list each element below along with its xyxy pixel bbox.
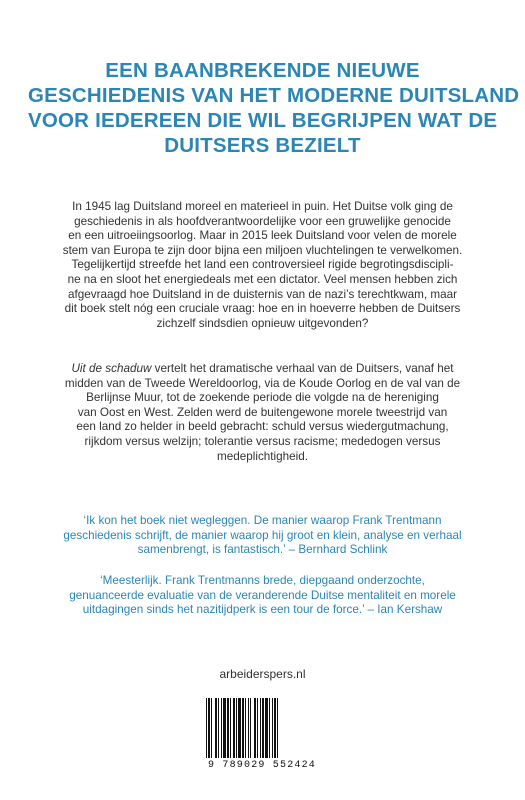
headline	[28, 58, 520, 158]
barcode-bar	[236, 698, 237, 758]
blurb-line-rest: vertelt het dramatische verhaal van de Duitsers, vanaf het	[151, 362, 454, 375]
barcode-bar	[277, 698, 278, 758]
isbn-number: 9 789029 552424	[207, 760, 316, 771]
quote-schlink	[46, 514, 479, 558]
quote-line: genuanceerde evaluatie van de veranderende Duitse mentaliteit en morele	[69, 588, 456, 602]
barcode-bars	[198, 696, 326, 760]
blurb-line: stem van Europa te zijn door bijna een miljoen vluchtelingen te verwelkomen.	[62, 243, 463, 257]
headline-line: DUITSERS BEZIELT	[164, 134, 361, 157]
quote-line: ‘Meesterlijk. Frank Trentmanns brede, diepgaand onderzochte,	[100, 574, 425, 587]
barcode-bar	[230, 698, 231, 758]
barcode-bar	[250, 698, 251, 758]
blurb-line: afgevraagd hoe Duitsland in de duisternis van de nazi’s terechtkwam, maar	[68, 287, 457, 301]
blurb-line: een land zo helder in beeld gebracht: schuld versus wiedergutmachung,	[76, 420, 449, 434]
blurb-line: van Oost en West. Zelden werd de buitengewone morele tweestrijd van	[77, 405, 448, 419]
barcode-bar	[238, 698, 241, 758]
headline-line: VOOR IEDEREEN DIE WIL BEGRIJPEN WAT DE	[28, 109, 498, 132]
blurb-line: Berlijnse Muur, tot de zoekende periode die volgde na de hereniging	[86, 391, 439, 405]
quote-line: uitdagingen sinds het nazitijdperk is een tour de force.’ – Ian Kershaw	[82, 603, 443, 617]
barcode-bar	[254, 698, 256, 758]
barcode-bar	[227, 698, 229, 758]
barcode-bar	[274, 698, 276, 758]
blurb-line: Tegelijkertijd streefde het land een controversieel rigide begrotingsdiscipli-	[71, 258, 454, 272]
quote-line: geschiedenis schrijft, de manier waarop hij groot en klein, analyse en verhaal	[63, 528, 462, 542]
book-title-italic: Uit de schaduw	[71, 362, 152, 375]
blurb-line: ne na en sloot het energiedeals met een dictator. Veel mensen hebben zich	[67, 272, 458, 286]
blurb-line: zichzelf sindsdien opnieuw uitgevonden?	[156, 316, 369, 330]
barcode-bar	[221, 698, 222, 758]
barcode-bar	[265, 698, 268, 758]
blurb-line: geschiedenis in als hoofdverantwoordelijke voor een gruwelijke genocide	[74, 214, 451, 228]
barcode-bar	[233, 698, 235, 758]
isbn-barcode	[198, 696, 326, 774]
blurb-line: dit boek stelt nóg een cruciale vraag: hoe en in hoeverre hebben de Duitsers	[64, 302, 461, 316]
publisher-url: arbeiderspers.nl	[219, 667, 306, 681]
barcode-bar	[257, 698, 258, 758]
barcode-bar	[262, 698, 264, 758]
barcode-bar	[223, 698, 226, 758]
blurb-line: midden van de Tweede Wereldoorlog, via de Koude Oorlog en de val van de	[64, 376, 461, 390]
quote-line: samenbrengt, is fantastisch.’ – Bernhard Schlink	[137, 543, 388, 557]
blurb-line: In 1945 lag Duitsland moreel en materieel in puin. Het Duitse volk ging de	[72, 200, 453, 213]
blurb-line: en een uitroeiingsoorlog. Maar in 2015 leek Duitsland voor velen de morele	[68, 229, 457, 243]
barcode-bar	[211, 698, 212, 758]
quote-line: ‘Ik kon het boek niet wegleggen. De manier waarop Frank Trentmann	[83, 514, 442, 527]
barcode-bar	[215, 698, 217, 758]
barcode-bar	[269, 698, 270, 758]
headline-line: GESCHIEDENIS VAN HET MODERNE DUITSLAND	[28, 84, 520, 107]
barcode-bar	[245, 698, 246, 758]
barcode-bar	[218, 698, 219, 758]
quote-kershaw	[46, 574, 479, 618]
blurb-line: rijkdom versus welzijn; tolerantie versus racisme; mededogen versus	[84, 434, 441, 448]
blurb-line: medeplichtigheid.	[217, 449, 308, 463]
blurb-paragraph-1	[46, 200, 479, 331]
barcode-bar	[272, 698, 273, 758]
headline-line: EEN BAANBREKENDE NIEUWE	[105, 59, 420, 82]
barcode-bar	[242, 698, 244, 758]
barcode-bar	[208, 698, 210, 758]
barcode-bar	[248, 698, 249, 758]
barcode-bar	[206, 698, 207, 758]
barcode-bar	[260, 698, 261, 758]
blurb-paragraph-2	[46, 362, 479, 464]
blurb-line	[46, 362, 479, 377]
